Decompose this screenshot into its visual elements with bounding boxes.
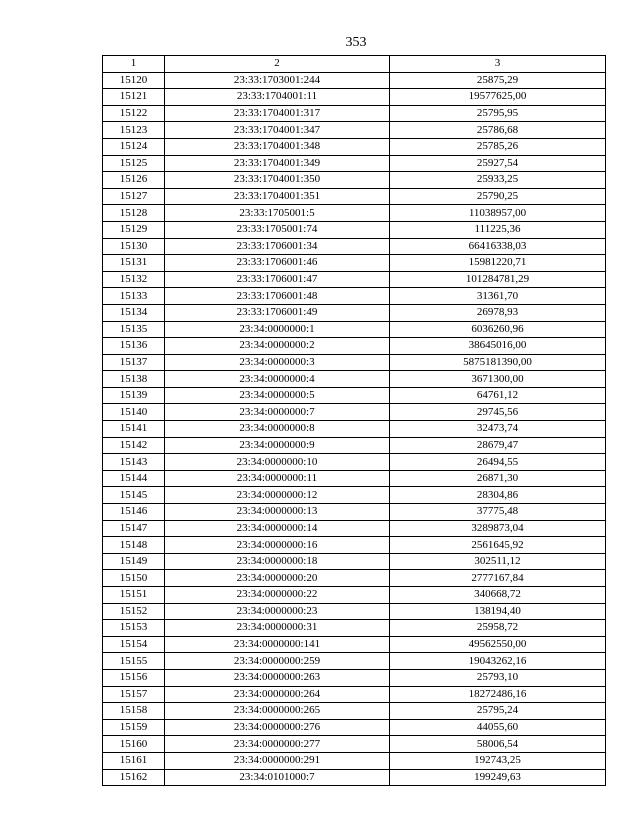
cadastral-number-cell: 23:33:1704001:348 bbox=[165, 138, 390, 155]
row-number-cell: 15146 bbox=[103, 504, 165, 521]
row-number-cell: 15154 bbox=[103, 636, 165, 653]
cadastral-number-cell: 23:33:1705001:74 bbox=[165, 221, 390, 238]
cadastral-number-cell: 23:33:1706001:47 bbox=[165, 271, 390, 288]
table-row bbox=[103, 620, 606, 637]
table-row bbox=[103, 703, 606, 720]
cadastral-number-cell: 23:34:0000000:8 bbox=[165, 421, 390, 438]
row-number-cell: 15137 bbox=[103, 354, 165, 371]
cadastral-number-cell: 23:34:0000000:31 bbox=[165, 620, 390, 637]
cadastral-number-cell: 23:34:0000000:14 bbox=[165, 520, 390, 537]
value-cell: 25933,25 bbox=[390, 172, 606, 189]
cadastral-number-cell: 23:34:0000000:277 bbox=[165, 736, 390, 753]
row-number-cell: 15139 bbox=[103, 387, 165, 404]
cadastral-number-cell: 23:33:1704001:351 bbox=[165, 188, 390, 205]
value-cell: 25793,10 bbox=[390, 669, 606, 686]
table-row bbox=[103, 404, 606, 421]
table-row bbox=[103, 138, 606, 155]
table-row bbox=[103, 205, 606, 222]
value-cell: 26871,30 bbox=[390, 470, 606, 487]
page-number: 353 bbox=[345, 35, 367, 50]
row-number-cell: 15138 bbox=[103, 371, 165, 388]
cadastral-number-cell: 23:33:1706001:49 bbox=[165, 304, 390, 321]
value-cell: 19043262,16 bbox=[390, 653, 606, 670]
row-number-cell: 15150 bbox=[103, 570, 165, 587]
value-cell: 15981220,71 bbox=[390, 255, 606, 272]
cadastral-number-cell: 23:34:0000000:18 bbox=[165, 553, 390, 570]
data-table bbox=[102, 55, 606, 786]
row-number-cell: 15132 bbox=[103, 271, 165, 288]
value-cell: 25785,26 bbox=[390, 138, 606, 155]
value-cell: 26494,55 bbox=[390, 454, 606, 471]
row-number-cell: 15144 bbox=[103, 470, 165, 487]
table-row bbox=[103, 122, 606, 139]
value-cell: 192743,25 bbox=[390, 752, 606, 769]
cadastral-number-cell: 23:33:1704001:349 bbox=[165, 155, 390, 172]
table-row bbox=[103, 686, 606, 703]
row-number-cell: 15140 bbox=[103, 404, 165, 421]
row-number-cell: 15155 bbox=[103, 653, 165, 670]
value-cell: 32473,74 bbox=[390, 421, 606, 438]
table-row bbox=[103, 155, 606, 172]
row-number-cell: 15142 bbox=[103, 437, 165, 454]
cadastral-number-cell: 23:34:0000000:13 bbox=[165, 504, 390, 521]
table-row bbox=[103, 769, 606, 786]
cadastral-number-cell: 23:34:0000000:2 bbox=[165, 338, 390, 355]
cadastral-number-cell: 23:34:0000000:291 bbox=[165, 752, 390, 769]
value-cell: 25786,68 bbox=[390, 122, 606, 139]
row-number-cell: 15126 bbox=[103, 172, 165, 189]
table-body bbox=[103, 72, 606, 786]
cadastral-number-cell: 23:34:0000000:12 bbox=[165, 487, 390, 504]
table-row bbox=[103, 271, 606, 288]
row-number-cell: 15151 bbox=[103, 587, 165, 604]
cadastral-number-cell: 23:34:0000000:265 bbox=[165, 703, 390, 720]
cadastral-number-cell: 23:34:0000000:7 bbox=[165, 404, 390, 421]
table-row bbox=[103, 172, 606, 189]
value-cell: 26978,93 bbox=[390, 304, 606, 321]
table-header-row bbox=[103, 56, 606, 73]
cadastral-number-cell: 23:34:0000000:11 bbox=[165, 470, 390, 487]
cadastral-number-cell: 23:34:0000000:5 bbox=[165, 387, 390, 404]
value-cell: 3671300,00 bbox=[390, 371, 606, 388]
value-cell: 199249,63 bbox=[390, 769, 606, 786]
value-cell: 18272486,16 bbox=[390, 686, 606, 703]
row-number-cell: 15128 bbox=[103, 205, 165, 222]
row-number-cell: 15156 bbox=[103, 669, 165, 686]
value-cell: 29745,56 bbox=[390, 404, 606, 421]
table-row bbox=[103, 387, 606, 404]
column-header-2: 2 bbox=[165, 56, 390, 73]
table-row bbox=[103, 321, 606, 338]
row-number-cell: 15127 bbox=[103, 188, 165, 205]
cadastral-number-cell: 23:33:1704001:11 bbox=[165, 89, 390, 106]
row-number-cell: 15157 bbox=[103, 686, 165, 703]
row-number-cell: 15121 bbox=[103, 89, 165, 106]
row-number-cell: 15152 bbox=[103, 603, 165, 620]
value-cell: 6036260,96 bbox=[390, 321, 606, 338]
value-cell: 101284781,29 bbox=[390, 271, 606, 288]
row-number-cell: 15123 bbox=[103, 122, 165, 139]
row-number-cell: 15136 bbox=[103, 338, 165, 355]
cadastral-number-cell: 23:34:0000000:9 bbox=[165, 437, 390, 454]
value-cell: 111225,36 bbox=[390, 221, 606, 238]
value-cell: 2777167,84 bbox=[390, 570, 606, 587]
value-cell: 58006,54 bbox=[390, 736, 606, 753]
value-cell: 64761,12 bbox=[390, 387, 606, 404]
cadastral-number-cell: 23:34:0000000:23 bbox=[165, 603, 390, 620]
value-cell: 19577625,00 bbox=[390, 89, 606, 106]
value-cell: 38645016,00 bbox=[390, 338, 606, 355]
row-number-cell: 15124 bbox=[103, 138, 165, 155]
cadastral-number-cell: 23:34:0000000:1 bbox=[165, 321, 390, 338]
table-row bbox=[103, 371, 606, 388]
cadastral-number-cell: 23:33:1706001:34 bbox=[165, 238, 390, 255]
row-number-cell: 15134 bbox=[103, 304, 165, 321]
cadastral-number-cell: 23:34:0000000:4 bbox=[165, 371, 390, 388]
row-number-cell: 15159 bbox=[103, 719, 165, 736]
value-cell: 49562550,00 bbox=[390, 636, 606, 653]
row-number-cell: 15135 bbox=[103, 321, 165, 338]
value-cell: 5875181390,00 bbox=[390, 354, 606, 371]
cadastral-number-cell: 23:34:0000000:20 bbox=[165, 570, 390, 587]
value-cell: 28304,86 bbox=[390, 487, 606, 504]
cadastral-number-cell: 23:34:0000000:10 bbox=[165, 454, 390, 471]
column-header-3: 3 bbox=[390, 56, 606, 73]
table-row bbox=[103, 603, 606, 620]
table-row bbox=[103, 587, 606, 604]
value-cell: 25958,72 bbox=[390, 620, 606, 637]
table-row bbox=[103, 354, 606, 371]
table-row bbox=[103, 105, 606, 122]
table-row bbox=[103, 188, 606, 205]
value-cell: 44055,60 bbox=[390, 719, 606, 736]
table-row bbox=[103, 719, 606, 736]
value-cell: 25795,24 bbox=[390, 703, 606, 720]
table-row bbox=[103, 736, 606, 753]
value-cell: 3289873,04 bbox=[390, 520, 606, 537]
value-cell: 2561645,92 bbox=[390, 537, 606, 554]
value-cell: 302511,12 bbox=[390, 553, 606, 570]
row-number-cell: 15148 bbox=[103, 537, 165, 554]
row-number-cell: 15120 bbox=[103, 72, 165, 89]
row-number-cell: 15143 bbox=[103, 454, 165, 471]
value-cell: 11038957,00 bbox=[390, 205, 606, 222]
row-number-cell: 15145 bbox=[103, 487, 165, 504]
row-number-cell: 15161 bbox=[103, 752, 165, 769]
table-row bbox=[103, 570, 606, 587]
cadastral-number-cell: 23:33:1704001:350 bbox=[165, 172, 390, 189]
row-number-cell: 15160 bbox=[103, 736, 165, 753]
table-row bbox=[103, 221, 606, 238]
value-cell: 66416338,03 bbox=[390, 238, 606, 255]
cadastral-number-cell: 23:34:0000000:263 bbox=[165, 669, 390, 686]
table-row bbox=[103, 487, 606, 504]
table-row bbox=[103, 89, 606, 106]
value-cell: 31361,70 bbox=[390, 288, 606, 305]
cadastral-number-cell: 23:34:0000000:141 bbox=[165, 636, 390, 653]
table-row bbox=[103, 304, 606, 321]
value-cell: 138194,40 bbox=[390, 603, 606, 620]
table-row bbox=[103, 255, 606, 272]
value-cell: 25875,29 bbox=[390, 72, 606, 89]
cadastral-number-cell: 23:33:1706001:46 bbox=[165, 255, 390, 272]
table-row bbox=[103, 238, 606, 255]
row-number-cell: 15133 bbox=[103, 288, 165, 305]
table-row bbox=[103, 504, 606, 521]
value-cell: 25927,54 bbox=[390, 155, 606, 172]
row-number-cell: 15129 bbox=[103, 221, 165, 238]
table-row bbox=[103, 669, 606, 686]
value-cell: 25790,25 bbox=[390, 188, 606, 205]
value-cell: 37775,48 bbox=[390, 504, 606, 521]
cadastral-number-cell: 23:34:0000000:16 bbox=[165, 537, 390, 554]
row-number-cell: 15130 bbox=[103, 238, 165, 255]
column-header-1: 1 bbox=[103, 56, 165, 73]
table-row bbox=[103, 520, 606, 537]
table-row bbox=[103, 421, 606, 438]
table-row bbox=[103, 752, 606, 769]
table-row bbox=[103, 72, 606, 89]
cadastral-number-cell: 23:33:1704001:317 bbox=[165, 105, 390, 122]
table-row bbox=[103, 454, 606, 471]
cadastral-number-cell: 23:33:1706001:48 bbox=[165, 288, 390, 305]
row-number-cell: 15158 bbox=[103, 703, 165, 720]
value-cell: 28679,47 bbox=[390, 437, 606, 454]
cadastral-number-cell: 23:34:0101000:7 bbox=[165, 769, 390, 786]
cadastral-number-cell: 23:34:0000000:276 bbox=[165, 719, 390, 736]
table-row bbox=[103, 338, 606, 355]
table-row bbox=[103, 653, 606, 670]
table-row bbox=[103, 636, 606, 653]
row-number-cell: 15141 bbox=[103, 421, 165, 438]
cadastral-number-cell: 23:33:1704001:347 bbox=[165, 122, 390, 139]
table-row bbox=[103, 437, 606, 454]
table-row bbox=[103, 553, 606, 570]
cadastral-number-cell: 23:34:0000000:259 bbox=[165, 653, 390, 670]
cadastral-number-cell: 23:33:1705001:5 bbox=[165, 205, 390, 222]
row-number-cell: 15153 bbox=[103, 620, 165, 637]
cadastral-number-cell: 23:34:0000000:22 bbox=[165, 587, 390, 604]
cadastral-number-cell: 23:34:0000000:264 bbox=[165, 686, 390, 703]
table-row bbox=[103, 470, 606, 487]
table-row bbox=[103, 537, 606, 554]
row-number-cell: 15149 bbox=[103, 553, 165, 570]
table-row bbox=[103, 288, 606, 305]
row-number-cell: 15131 bbox=[103, 255, 165, 272]
cadastral-number-cell: 23:33:1703001:244 bbox=[165, 72, 390, 89]
cadastral-number-cell: 23:34:0000000:3 bbox=[165, 354, 390, 371]
row-number-cell: 15162 bbox=[103, 769, 165, 786]
value-cell: 25795,95 bbox=[390, 105, 606, 122]
row-number-cell: 15122 bbox=[103, 105, 165, 122]
row-number-cell: 15125 bbox=[103, 155, 165, 172]
row-number-cell: 15147 bbox=[103, 520, 165, 537]
value-cell: 340668,72 bbox=[390, 587, 606, 604]
